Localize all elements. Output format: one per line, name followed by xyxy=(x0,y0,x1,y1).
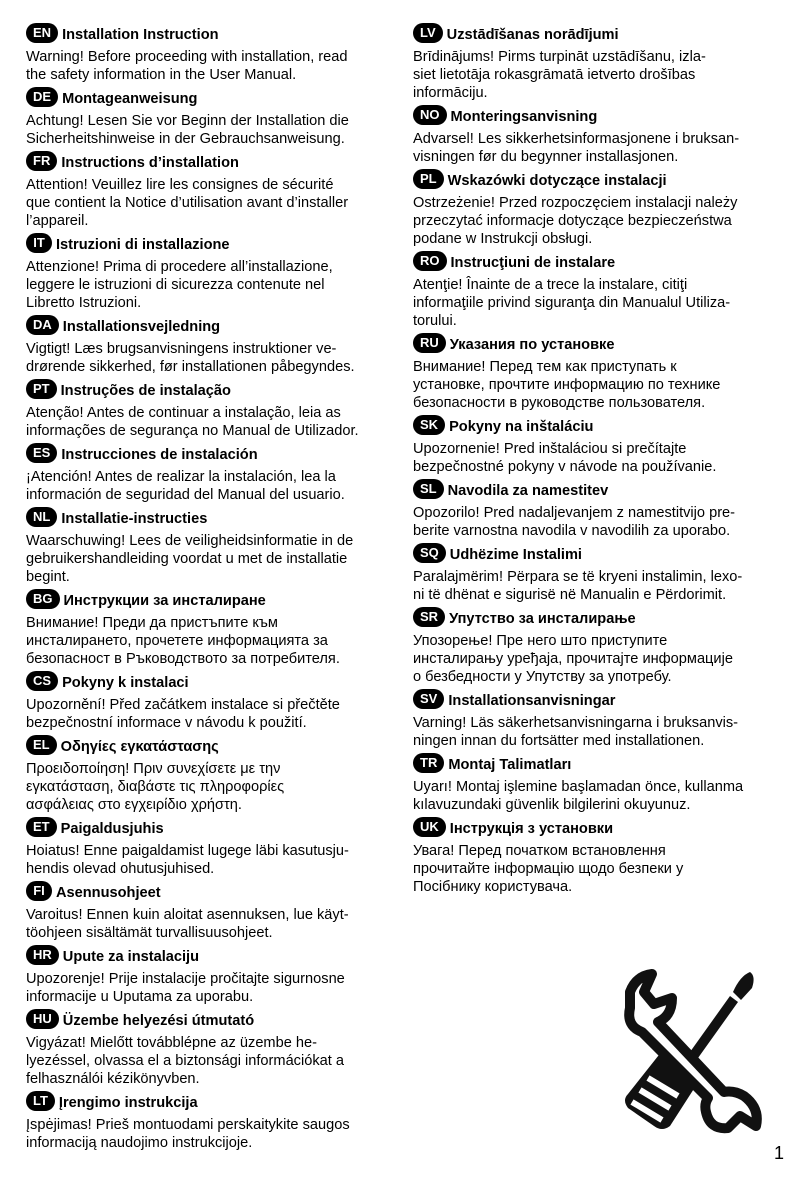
body-line: informaciją naudojimo instrukcijoje. xyxy=(26,1135,253,1151)
section-header xyxy=(26,441,390,468)
body-line: hendis olevad ohutusjuhised. xyxy=(26,861,215,877)
section-lt xyxy=(26,1089,390,1152)
section-header xyxy=(413,605,787,632)
section-el xyxy=(26,733,390,814)
body-line: przeczytać informacje dotyczące bezpieczeństwa xyxy=(413,213,732,229)
section-fi xyxy=(26,879,390,942)
body-line: Vigyázat! Mielőtt továbblépne az üzembe he- xyxy=(26,1035,317,1051)
body-line: gebruikershandleiding voordat u met de installatie xyxy=(26,551,348,567)
body-line: torului. xyxy=(413,313,457,329)
body-line: bezpečnostné pokyny v návode na používanie. xyxy=(413,459,717,475)
section-title: Monteringsanvisning xyxy=(450,108,598,125)
language-badge: SL xyxy=(413,479,444,499)
language-badge: PT xyxy=(26,379,57,399)
section-header xyxy=(26,149,390,176)
body-line: informacije u Uputama za uporabu. xyxy=(26,989,254,1005)
section-sk xyxy=(413,413,787,476)
section-da xyxy=(26,313,390,376)
body-line: Opozorilo! Pred nadaljevanjem z namestitvijo pre- xyxy=(413,505,736,521)
section-body xyxy=(26,340,390,376)
section-header xyxy=(413,477,787,504)
section-title: Istruzioni di installazione xyxy=(56,236,230,253)
language-badge: BG xyxy=(26,589,60,609)
right-column xyxy=(413,21,787,896)
body-line: l’appareil. xyxy=(26,213,89,229)
section-uk xyxy=(413,815,787,896)
section-header xyxy=(26,879,390,906)
body-line: berite varnostna navodila v navodilih za uporabo. xyxy=(413,523,731,539)
body-line: Advarsel! Les sikkerhetsinformasjonene i bruksan- xyxy=(413,131,740,147)
language-badge: SV xyxy=(413,689,444,709)
section-header xyxy=(413,413,787,440)
section-title: Instrucciones de instalación xyxy=(61,446,258,463)
section-tr xyxy=(413,751,787,814)
body-line: ni të dhënat e sigurisë në Manualin e Përdorimit. xyxy=(413,587,727,603)
section-fr xyxy=(26,149,390,230)
section-body xyxy=(413,842,787,896)
section-header xyxy=(413,331,787,358)
section-es xyxy=(26,441,390,504)
page-number: 1 xyxy=(773,1143,784,1163)
section-body xyxy=(413,48,787,102)
body-line: que contient la Notice d’utilisation avant d’installer xyxy=(26,195,349,211)
section-header xyxy=(413,103,787,130)
section-title: Οδηγίες εγκατάστασης xyxy=(60,738,219,755)
body-line: the safety information in the User Manual. xyxy=(26,67,297,83)
body-line: Uyarı! Montaj işlemine başlamadan önce, kullanma xyxy=(413,779,744,795)
body-line: Brīdinājums! Pirms turpināt uzstādīšanu, izla- xyxy=(413,49,706,65)
section-body xyxy=(26,1034,390,1088)
body-line: Achtung! Lesen Sie vor Beginn der Installation die xyxy=(26,113,349,129)
language-badge: CS xyxy=(26,671,58,691)
body-line: ningen innan du fortsätter med installationen. xyxy=(413,733,705,749)
section-title: Üzembe helyezési útmutató xyxy=(62,1012,255,1029)
body-line: εγκατάσταση, διαβάστε τις πληροφορίες xyxy=(26,779,285,795)
section-bg xyxy=(26,587,390,668)
body-line: lyezéssel, olvassa el a biztonsági információkat a xyxy=(26,1053,344,1069)
section-title: Upute za instalaciju xyxy=(62,948,200,965)
language-badge: IT xyxy=(26,233,52,253)
language-badge: HR xyxy=(26,945,59,965)
section-body xyxy=(413,568,787,604)
section-header xyxy=(413,815,787,842)
section-cs xyxy=(26,669,390,732)
body-line: Attenzione! Prima di procedere all’installazione, xyxy=(26,259,333,275)
section-header xyxy=(26,733,390,760)
body-line: töohjeen sisältämät turvallisuusohjeet. xyxy=(26,925,273,941)
section-body xyxy=(26,1116,390,1152)
section-header xyxy=(26,85,390,112)
section-header xyxy=(413,249,787,276)
section-header xyxy=(26,505,390,532)
section-header xyxy=(26,943,390,970)
section-body xyxy=(26,760,390,814)
section-it xyxy=(26,231,390,312)
section-title: Installatie-instructies xyxy=(61,510,208,527)
language-badge: UK xyxy=(413,817,446,837)
section-title: Instrucţiuni de instalare xyxy=(450,254,616,271)
left-column xyxy=(26,21,390,1152)
section-no xyxy=(413,103,787,166)
body-line: Libretto Istruzioni. xyxy=(26,295,142,311)
language-badge: NO xyxy=(413,105,447,125)
section-body xyxy=(26,842,390,878)
section-title: Упутство за инсталирање xyxy=(449,610,636,627)
section-body xyxy=(413,130,787,166)
language-badge: EL xyxy=(26,735,57,755)
language-badge: ES xyxy=(26,443,57,463)
section-body xyxy=(26,614,390,668)
body-line: Paralajmërim! Përpara se të kryeni instalimin, lexo- xyxy=(413,569,743,585)
body-line: Upozorenje! Prije instalacije pročitajte sigurnosne xyxy=(26,971,345,987)
section-lv xyxy=(413,21,787,102)
body-line: begint. xyxy=(26,569,70,585)
section-title: Udhëzime Instalimi xyxy=(449,546,582,563)
section-sv xyxy=(413,687,787,750)
body-line: Внимание! Преди да пристъпите към xyxy=(26,615,278,631)
language-badge: TR xyxy=(413,753,444,773)
section-hr xyxy=(26,943,390,1006)
section-body xyxy=(26,176,390,230)
body-line: безопасност в Ръководството за потребителя. xyxy=(26,651,340,667)
section-title: Paigaldusjuhis xyxy=(60,820,164,837)
section-pl xyxy=(413,167,787,248)
section-title: Installation Instruction xyxy=(62,26,219,43)
body-line: Vigtigt! Læs brugsanvisningens instruktioner ve- xyxy=(26,341,337,357)
language-badge: NL xyxy=(26,507,57,527)
section-body xyxy=(413,276,787,330)
section-header xyxy=(26,587,390,614)
section-title: Montageanweisung xyxy=(62,90,198,107)
section-header xyxy=(26,377,390,404)
section-pt xyxy=(26,377,390,440)
body-line: Προειδοποίηση! Πριν συνεχίσετε με την xyxy=(26,761,281,777)
body-line: informaţiile privind siguranţa din Manualul Utiliza- xyxy=(413,295,731,311)
section-title: Asennusohjeet xyxy=(56,884,161,901)
section-title: Installationsanvisningar xyxy=(448,692,616,709)
body-line: Посібнику користувача. xyxy=(413,879,573,895)
language-badge: FR xyxy=(26,151,57,171)
section-title: Installationsvejledning xyxy=(62,318,221,335)
section-title: Uzstādīšanas norādījumi xyxy=(446,26,619,43)
section-body xyxy=(26,404,390,440)
section-header xyxy=(26,1007,390,1034)
language-badge: HU xyxy=(26,1009,59,1029)
body-line: felhasználói kézikönyvben. xyxy=(26,1071,200,1087)
section-hu xyxy=(26,1007,390,1088)
section-title: Wskazówki dotyczące instalacji xyxy=(447,172,667,189)
section-body xyxy=(26,696,390,732)
section-sr xyxy=(413,605,787,686)
section-body xyxy=(413,778,787,814)
section-body xyxy=(26,258,390,312)
section-body xyxy=(26,112,390,148)
section-header xyxy=(26,313,390,340)
body-line: kılavuzundaki güvenlik bilgilerini okuyunuz. xyxy=(413,797,691,813)
body-line: ασφάλειας στο εγχειρίδιο χρήστη. xyxy=(26,797,242,813)
body-line: о безбедности у Упутству за употребу. xyxy=(413,669,672,685)
body-line: Sicherheitshinweise in der Gebrauchsanweisung. xyxy=(26,131,345,147)
section-header xyxy=(26,1089,390,1116)
section-header xyxy=(413,541,787,568)
language-badge: LT xyxy=(26,1091,55,1111)
language-badge: DA xyxy=(26,315,59,335)
body-line: Atenção! Antes de continuar a instalação, leia as xyxy=(26,405,341,421)
section-title: Įrengimo instrukcija xyxy=(58,1094,198,1111)
body-line: Upozornění! Před začátkem instalace si přečtěte xyxy=(26,697,340,713)
body-line: informações de segurança no Manual de Utilizador. xyxy=(26,423,359,439)
language-badge: SK xyxy=(413,415,445,435)
section-ru xyxy=(413,331,787,412)
section-title: Instruções de instalação xyxy=(60,382,231,399)
section-body xyxy=(413,194,787,248)
section-header xyxy=(26,669,390,696)
body-line: información de seguridad del Manual del usuario. xyxy=(26,487,345,503)
language-badge: RU xyxy=(413,333,446,353)
section-header xyxy=(26,21,390,48)
section-header xyxy=(413,167,787,194)
body-line: установке, прочтите информацию по технике xyxy=(413,377,721,393)
section-header xyxy=(413,687,787,714)
body-line: Varoitus! Ennen kuin aloitat asennuksen, lue käyt- xyxy=(26,907,349,923)
body-line: Atenţie! Înainte de a trece la instalare, citiţi xyxy=(413,277,688,293)
section-body xyxy=(26,48,390,84)
language-badge: SQ xyxy=(413,543,446,563)
section-title: Инструкции за инсталиране xyxy=(63,592,266,609)
section-title: Pokyny k instalaci xyxy=(62,674,189,691)
section-header xyxy=(26,231,390,258)
body-line: leggere le istruzioni di sicurezza contenute nel xyxy=(26,277,325,293)
body-line: Attention! Veuillez lire les consignes de sécurité xyxy=(26,177,334,193)
section-body xyxy=(26,532,390,586)
section-body xyxy=(26,970,390,1006)
section-title: Navodila za namestitev xyxy=(447,482,609,499)
body-line: безопасности в руководстве пользователя. xyxy=(413,395,706,411)
body-line: Увага! Перед початком встановлення xyxy=(413,843,666,859)
section-title: Указания по установке xyxy=(449,336,615,353)
section-en xyxy=(26,21,390,84)
section-de xyxy=(26,85,390,148)
body-line: siet lietotāja rokasgrāmatā ietverto drošības xyxy=(413,67,696,83)
body-line: visningen før du begynner installasjonen. xyxy=(413,149,679,165)
language-badge: RO xyxy=(413,251,447,271)
section-body xyxy=(413,440,787,476)
body-line: podane w Instrukcji obsługi. xyxy=(413,231,593,247)
section-body xyxy=(413,358,787,412)
section-sl xyxy=(413,477,787,540)
section-body xyxy=(26,906,390,942)
body-line: drørende sikkerhed, før installationen påbegyndes. xyxy=(26,359,355,375)
section-body xyxy=(413,504,787,540)
language-badge: FI xyxy=(26,881,52,901)
section-body xyxy=(26,468,390,504)
section-title: Montaj Talimatları xyxy=(448,756,572,773)
body-line: инсталирането, прочетете информацията за xyxy=(26,633,328,649)
language-badge: SR xyxy=(413,607,445,627)
body-line: Waarschuwing! Lees de veiligheidsinformatie in de xyxy=(26,533,354,549)
language-badge: LV xyxy=(413,23,443,43)
section-nl xyxy=(26,505,390,586)
body-line: ¡Atención! Antes de realizar la instalación, lea la xyxy=(26,469,336,485)
wrench-screwdriver-icon xyxy=(612,962,772,1142)
language-badge: EN xyxy=(26,23,58,43)
body-line: Ostrzeżenie! Przed rozpoczęciem instalacji należy xyxy=(413,195,738,211)
language-badge: DE xyxy=(26,87,58,107)
body-line: инсталирању уређаја, прочитајте информације xyxy=(413,651,733,667)
section-header xyxy=(413,751,787,778)
body-line: informāciju. xyxy=(413,85,488,101)
section-body xyxy=(413,714,787,750)
section-header xyxy=(413,21,787,48)
language-badge: ET xyxy=(26,817,57,837)
body-line: Įspėjimas! Prieš montuodami perskaitykite saugos xyxy=(26,1117,350,1133)
section-title: Інструкція з установки xyxy=(449,820,614,837)
body-line: Varning! Läs säkerhetsanvisningarna i bruksanvis- xyxy=(413,715,739,731)
section-header xyxy=(26,815,390,842)
section-title: Instructions d’installation xyxy=(61,154,239,171)
section-body xyxy=(413,632,787,686)
body-line: Warning! Before proceeding with installation, read xyxy=(26,49,348,65)
section-sq xyxy=(413,541,787,604)
body-line: Hoiatus! Enne paigaldamist lugege läbi kasutusju- xyxy=(26,843,349,859)
body-line: Внимание! Перед тем как приступать к xyxy=(413,359,677,375)
body-line: прочитайте інформацію щодо безпеки у xyxy=(413,861,684,877)
section-ro xyxy=(413,249,787,330)
body-line: Upozornenie! Pred inštaláciou si prečítajte xyxy=(413,441,687,457)
section-title: Pokyny na inštaláciu xyxy=(449,418,594,435)
section-et xyxy=(26,815,390,878)
body-line: Упозорење! Пре него што приступите xyxy=(413,633,668,649)
body-line: bezpečnostní informace v návodu k použití. xyxy=(26,715,307,731)
language-badge: PL xyxy=(413,169,444,189)
